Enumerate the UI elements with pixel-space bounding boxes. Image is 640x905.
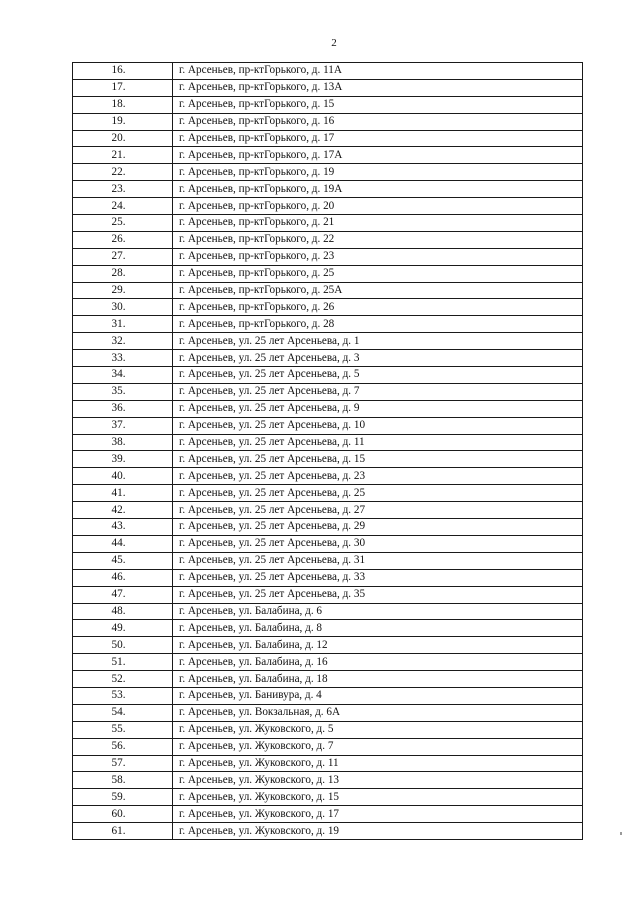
row-address: г. Арсеньев, пр-ктГорького, д. 19А — [173, 181, 583, 198]
row-address: г. Арсеньев, ул. 25 лет Арсеньева, д. 30 — [173, 535, 583, 552]
row-number: 45. — [73, 552, 173, 569]
row-number: 31. — [73, 316, 173, 333]
page-number: 2 — [331, 37, 337, 49]
row-number: 46. — [73, 569, 173, 586]
table-row — [73, 400, 583, 417]
table-row — [73, 687, 583, 704]
row-address: г. Арсеньев, ул. 25 лет Арсеньева, д. 7 — [173, 383, 583, 400]
table-row — [73, 789, 583, 806]
row-address: г. Арсеньев, ул. Жуковского, д. 17 — [173, 806, 583, 823]
table-row — [73, 265, 583, 282]
row-number: 28. — [73, 265, 173, 282]
row-number: 16. — [73, 63, 173, 80]
table-row — [73, 586, 583, 603]
table-row — [73, 147, 583, 164]
row-address: г. Арсеньев, ул. Балабина, д. 12 — [173, 637, 583, 654]
row-address: г. Арсеньев, ул. 25 лет Арсеньева, д. 29 — [173, 519, 583, 536]
row-number: 37. — [73, 417, 173, 434]
table-row — [73, 198, 583, 215]
row-number: 17. — [73, 79, 173, 96]
row-number: 47. — [73, 586, 173, 603]
table-row — [73, 383, 583, 400]
row-address: г. Арсеньев, пр-ктГорького, д. 25А — [173, 282, 583, 299]
row-number: 30. — [73, 299, 173, 316]
table-row — [73, 113, 583, 130]
row-address: г. Арсеньев, ул. 25 лет Арсеньева, д. 23 — [173, 468, 583, 485]
row-address: г. Арсеньев, ул. 25 лет Арсеньева, д. 10 — [173, 417, 583, 434]
row-number: 58. — [73, 772, 173, 789]
table-row — [73, 772, 583, 789]
row-address: г. Арсеньев, пр-ктГорького, д. 21 — [173, 215, 583, 232]
table-row — [73, 654, 583, 671]
row-address: г. Арсеньев, ул. Банивура, д. 4 — [173, 687, 583, 704]
row-address: г. Арсеньев, пр-ктГорького, д. 19 — [173, 164, 583, 181]
table-row — [73, 417, 583, 434]
table-row — [73, 755, 583, 772]
table-row — [73, 535, 583, 552]
row-number: 42. — [73, 502, 173, 519]
row-address: г. Арсеньев, ул. 25 лет Арсеньева, д. 1 — [173, 333, 583, 350]
row-address: г. Арсеньев, пр-ктГорького, д. 13А — [173, 79, 583, 96]
row-number: 29. — [73, 282, 173, 299]
row-address: г. Арсеньев, ул. 25 лет Арсеньева, д. 15 — [173, 451, 583, 468]
row-address: г. Арсеньев, ул. 25 лет Арсеньева, д. 11 — [173, 434, 583, 451]
row-number: 33. — [73, 350, 173, 367]
row-address: г. Арсеньев, ул. Балабина, д. 6 — [173, 603, 583, 620]
row-number: 48. — [73, 603, 173, 620]
scan-artifact — [620, 832, 622, 835]
row-number: 23. — [73, 181, 173, 198]
row-address: г. Арсеньев, ул. 25 лет Арсеньева, д. 25 — [173, 485, 583, 502]
table-row — [73, 282, 583, 299]
row-number: 18. — [73, 96, 173, 113]
row-number: 19. — [73, 113, 173, 130]
table-row — [73, 519, 583, 536]
address-table-body — [73, 63, 583, 840]
row-address: г. Арсеньев, ул. Жуковского, д. 11 — [173, 755, 583, 772]
table-row — [73, 350, 583, 367]
row-number: 36. — [73, 400, 173, 417]
row-number: 44. — [73, 535, 173, 552]
table-row — [73, 721, 583, 738]
row-number: 49. — [73, 620, 173, 637]
row-number: 27. — [73, 248, 173, 265]
row-number: 50. — [73, 637, 173, 654]
table-row — [73, 181, 583, 198]
row-address: г. Арсеньев, пр-ктГорького, д. 17А — [173, 147, 583, 164]
row-number: 21. — [73, 147, 173, 164]
row-number: 57. — [73, 755, 173, 772]
table-row — [73, 823, 583, 840]
row-address: г. Арсеньев, ул. 25 лет Арсеньева, д. 31 — [173, 552, 583, 569]
table-row — [73, 215, 583, 232]
row-address: г. Арсеньев, ул. Жуковского, д. 7 — [173, 738, 583, 755]
row-number: 61. — [73, 823, 173, 840]
row-number: 38. — [73, 434, 173, 451]
table-row — [73, 468, 583, 485]
table-row — [73, 738, 583, 755]
table-row — [73, 367, 583, 384]
row-address: г. Арсеньев, ул. Балабина, д. 8 — [173, 620, 583, 637]
address-table — [72, 62, 583, 840]
row-address: г. Арсеньев, ул. 25 лет Арсеньева, д. 35 — [173, 586, 583, 603]
table-row — [73, 63, 583, 80]
row-address: г. Арсеньев, ул. Жуковского, д. 5 — [173, 721, 583, 738]
row-number: 60. — [73, 806, 173, 823]
table-row — [73, 502, 583, 519]
row-address: г. Арсеньев, ул. 25 лет Арсеньева, д. 27 — [173, 502, 583, 519]
table-row — [73, 434, 583, 451]
row-number: 51. — [73, 654, 173, 671]
table-row — [73, 620, 583, 637]
row-address: г. Арсеньев, пр-ктГорького, д. 16 — [173, 113, 583, 130]
table-row — [73, 451, 583, 468]
row-address: г. Арсеньев, пр-ктГорького, д. 26 — [173, 299, 583, 316]
row-number: 43. — [73, 519, 173, 536]
row-address: г. Арсеньев, ул. Балабина, д. 18 — [173, 671, 583, 688]
row-number: 34. — [73, 367, 173, 384]
table-row — [73, 164, 583, 181]
row-address: г. Арсеньев, пр-ктГорького, д. 22 — [173, 231, 583, 248]
row-address: г. Арсеньев, ул. Жуковского, д. 15 — [173, 789, 583, 806]
row-number: 52. — [73, 671, 173, 688]
row-address: г. Арсеньев, ул. Жуковского, д. 13 — [173, 772, 583, 789]
row-number: 22. — [73, 164, 173, 181]
row-number: 24. — [73, 198, 173, 215]
table-row — [73, 671, 583, 688]
table-row — [73, 552, 583, 569]
row-address: г. Арсеньев, пр-ктГорького, д. 15 — [173, 96, 583, 113]
row-number: 35. — [73, 383, 173, 400]
row-address: г. Арсеньев, пр-ктГорького, д. 17 — [173, 130, 583, 147]
row-number: 25. — [73, 215, 173, 232]
table-row — [73, 603, 583, 620]
row-number: 53. — [73, 687, 173, 704]
table-row — [73, 316, 583, 333]
row-address: г. Арсеньев, ул. Балабина, д. 16 — [173, 654, 583, 671]
table-row — [73, 231, 583, 248]
row-number: 41. — [73, 485, 173, 502]
row-number: 55. — [73, 721, 173, 738]
table-row — [73, 96, 583, 113]
row-number: 20. — [73, 130, 173, 147]
table-row — [73, 333, 583, 350]
row-address: г. Арсеньев, ул. Вокзальная, д. 6А — [173, 704, 583, 721]
row-number: 54. — [73, 704, 173, 721]
table-row — [73, 248, 583, 265]
table-row — [73, 704, 583, 721]
row-number: 26. — [73, 231, 173, 248]
row-address: г. Арсеньев, ул. 25 лет Арсеньева, д. 3 — [173, 350, 583, 367]
table-row — [73, 79, 583, 96]
table-row — [73, 637, 583, 654]
row-number: 39. — [73, 451, 173, 468]
row-number: 32. — [73, 333, 173, 350]
row-address: г. Арсеньев, пр-ктГорького, д. 11А — [173, 63, 583, 80]
row-number: 59. — [73, 789, 173, 806]
row-address: г. Арсеньев, ул. 25 лет Арсеньева, д. 9 — [173, 400, 583, 417]
row-address: г. Арсеньев, ул. 25 лет Арсеньева, д. 5 — [173, 367, 583, 384]
table-row — [73, 299, 583, 316]
row-address: г. Арсеньев, ул. 25 лет Арсеньева, д. 33 — [173, 569, 583, 586]
row-address: г. Арсеньев, пр-ктГорького, д. 20 — [173, 198, 583, 215]
table-row — [73, 485, 583, 502]
row-address: г. Арсеньев, пр-ктГорького, д. 23 — [173, 248, 583, 265]
table-row — [73, 806, 583, 823]
table-row — [73, 130, 583, 147]
row-address: г. Арсеньев, пр-ктГорького, д. 28 — [173, 316, 583, 333]
row-number: 56. — [73, 738, 173, 755]
row-address: г. Арсеньев, пр-ктГорького, д. 25 — [173, 265, 583, 282]
row-number: 40. — [73, 468, 173, 485]
table-row — [73, 569, 583, 586]
row-address: г. Арсеньев, ул. Жуковского, д. 19 — [173, 823, 583, 840]
